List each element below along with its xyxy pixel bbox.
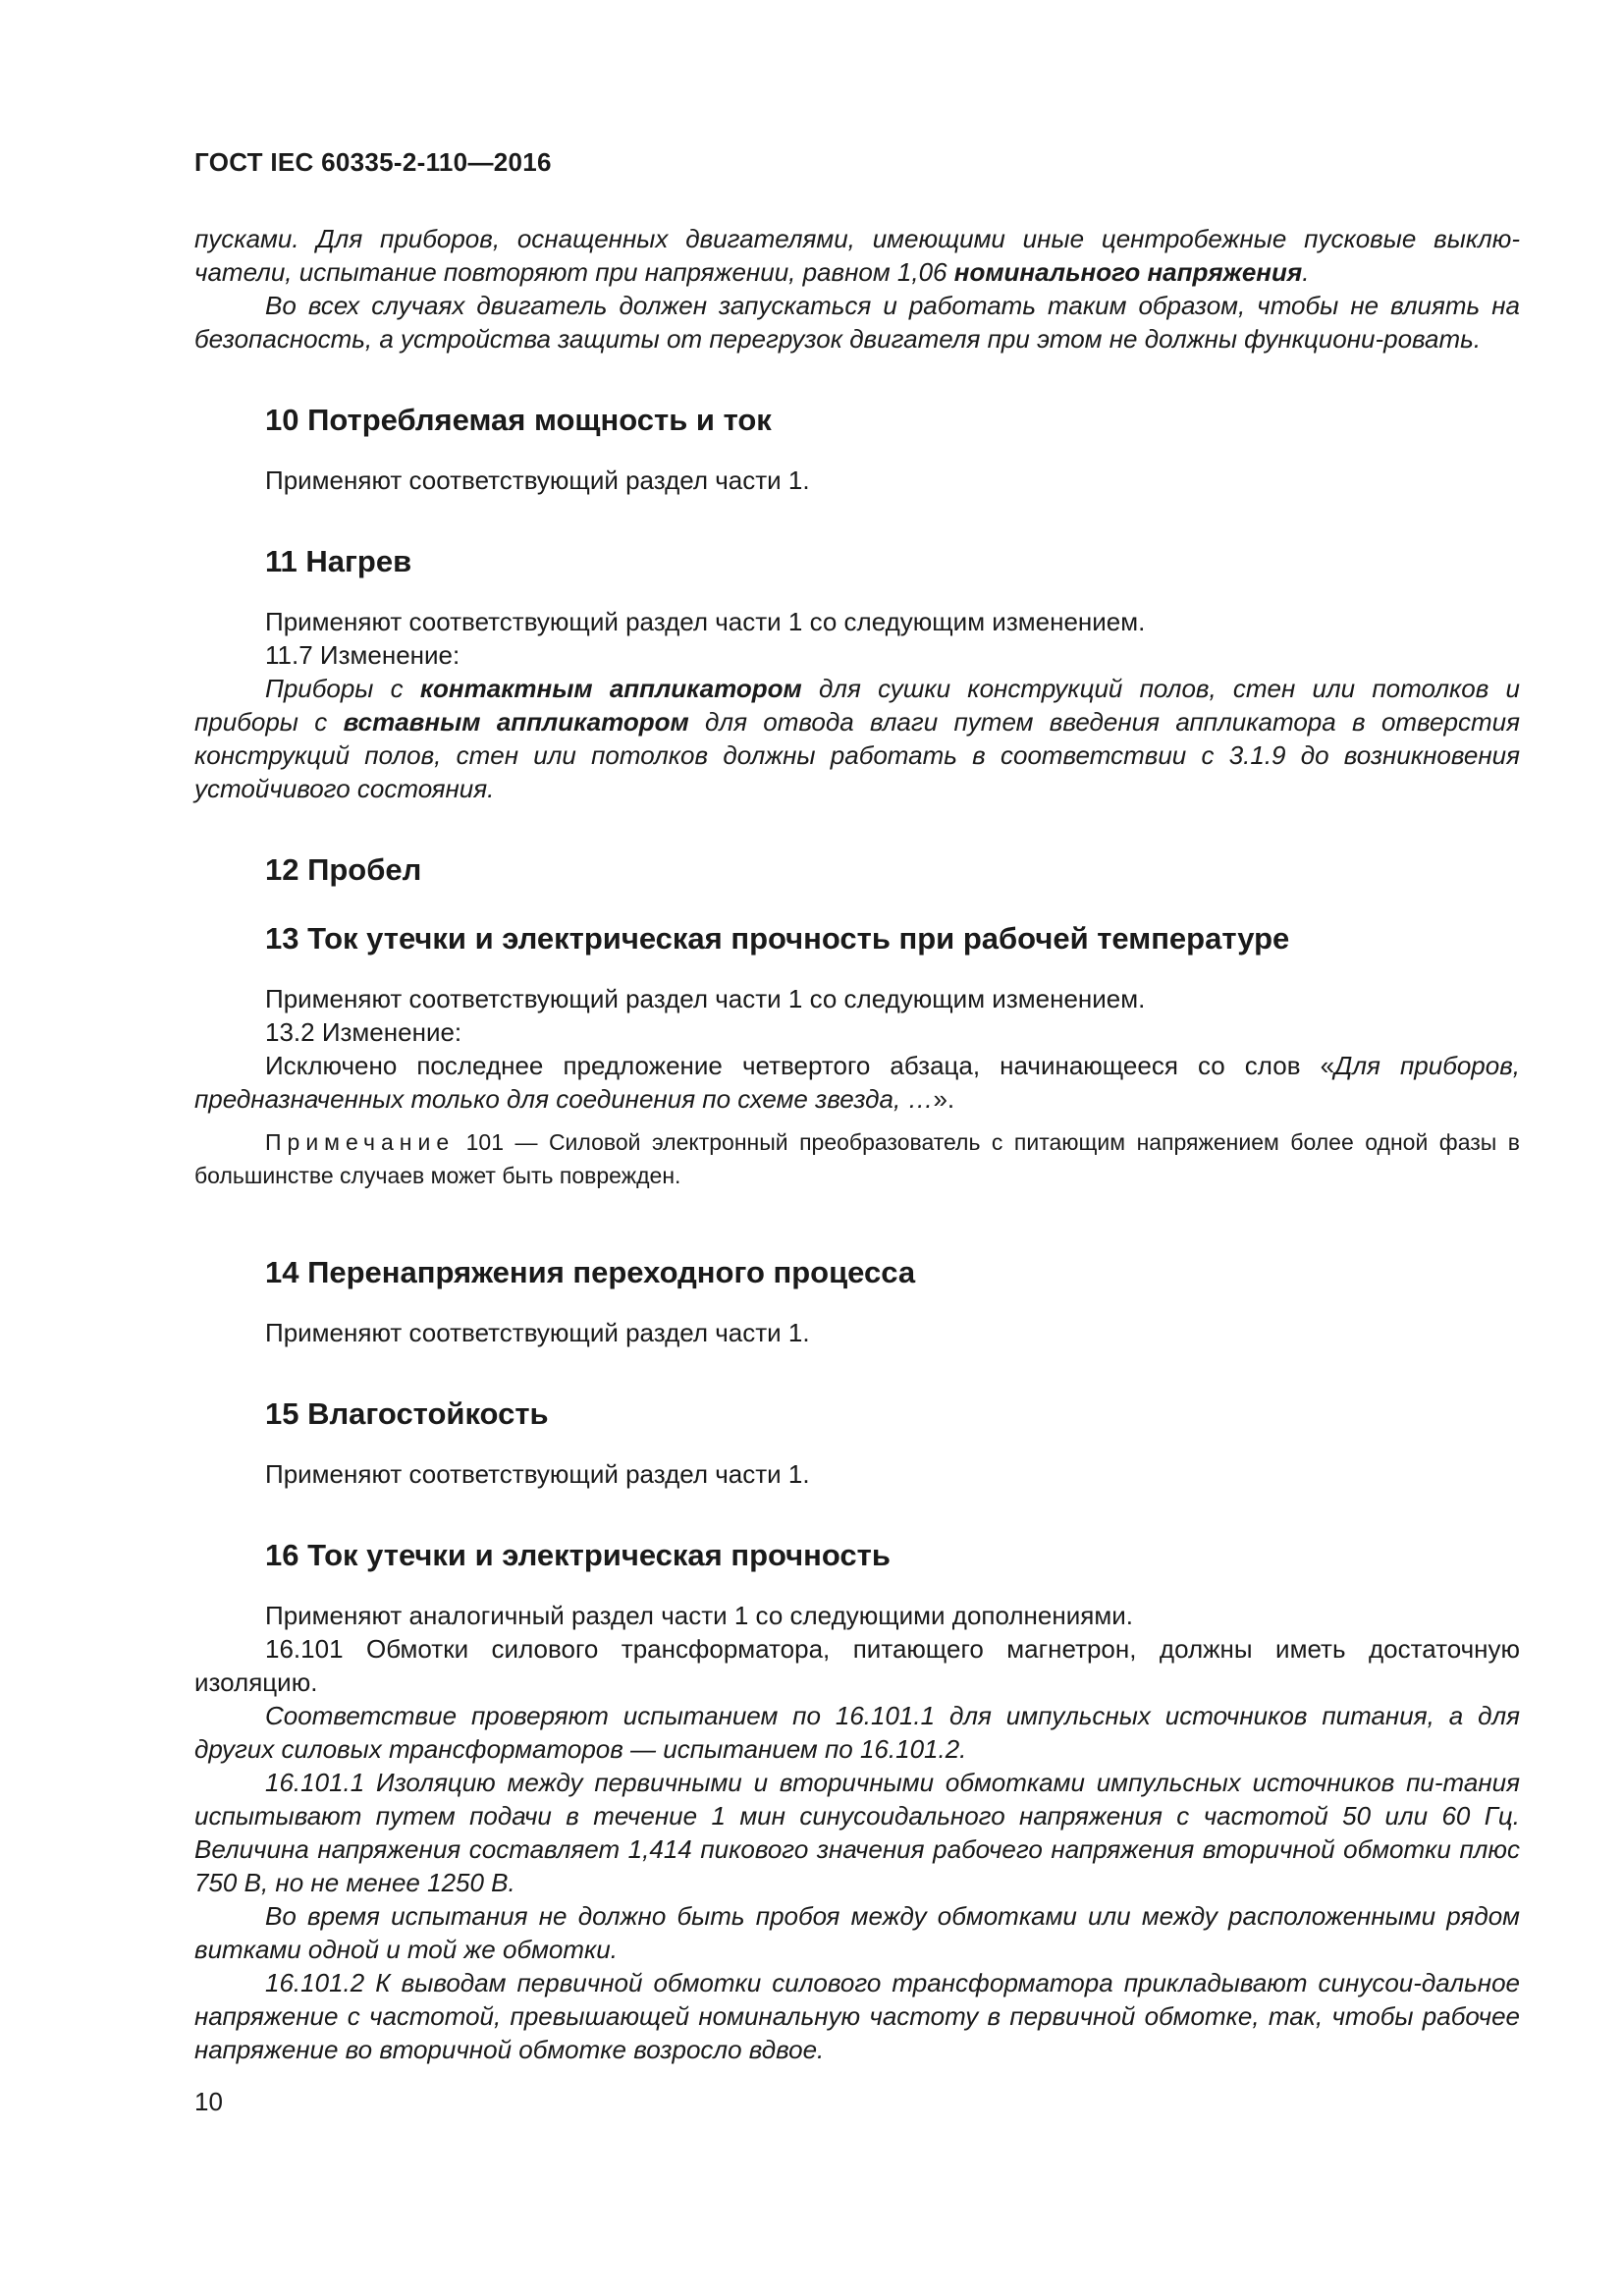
section-16-title: 16 Ток утечки и электрическая прочность xyxy=(265,1538,891,1572)
intro-paragraph-1 xyxy=(194,222,1520,289)
term-contact-applicator: контактным аппликатором xyxy=(419,674,802,703)
intro-text-end: . xyxy=(1302,257,1310,287)
section-14-title: 14 Перенапряжения переходного процесса xyxy=(265,1255,916,1289)
section-11-subclause: 11.7 Изменение: xyxy=(265,640,460,670)
term-rated-voltage: номинального напряжения xyxy=(953,257,1303,287)
section-15-text: Применяют соответствующий раздел части 1. xyxy=(265,1459,810,1489)
change-text: Приборы с xyxy=(265,674,420,703)
section-16-text: Применяют аналогичный раздел части 1 со следующими дополнениями. xyxy=(265,1601,1133,1630)
section-16-no-breakdown: Во время испытания не должно быть пробоя между обмотками или между расположенными рядом витками одной и той же обмотки. xyxy=(194,1901,1520,1964)
note-text: 101 — Силовой электронный преобразователь с питающим напряжением более одной фазы в большинстве случаев может быть поврежден. xyxy=(194,1129,1520,1188)
section-14-text: Применяют соответствующий раздел части 1. xyxy=(265,1318,810,1347)
section-16-101-2: 16.101.2 К выводам первичной обмотки силового трансформатора прикладывают синусои-дальное напряжение с частотой, превышающей номинальную частоту в первичной обмотке, так, чтобы рабочее напряжение во вторичной обмотке возросло вдвое. xyxy=(194,1968,1520,2064)
section-13-subclause: 13.2 Изменение: xyxy=(265,1017,462,1047)
page-number: 10 xyxy=(194,2087,223,2116)
change-text: для отвода влаги путем введения аппликатора в отверстия конструкций полов, стен или потолков должны работать в соответствии с 3.1.9 до возникновения устойчивого состояния. xyxy=(194,707,1520,803)
section-11-text: Применяют соответствующий раздел части 1 со следующим изменением. xyxy=(265,607,1146,636)
change-text: Исключено последнее предложение четвертого абзаца, начинающееся со слов « xyxy=(265,1051,1335,1080)
section-16-101-1: 16.101.1 Изоляцию между первичными и вторичными обмотками импульсных источников пи-тания испытывают путем подачи в течение 1 мин синусоидального напряжения с частотой 50 или 60 Гц. Величина напряжения составляет 1,414 пикового значения рабочего напряжения вторичной обмотки плюс 750 В, но не менее 1250 В. xyxy=(194,1768,1520,1897)
change-text-end: ». xyxy=(933,1084,955,1114)
section-13-text: Применяют соответствующий раздел части 1 со следующим изменением. xyxy=(265,984,1146,1013)
section-15-title: 15 Влагостойкость xyxy=(265,1396,549,1431)
section-10-text: Применяют соответствующий раздел части 1. xyxy=(265,465,810,495)
intro-paragraph-2: Во всех случаях двигатель должен запускаться и работать таким образом, чтобы не влиять на безопасность, а устройства защиты от перегрузок двигателя при этом не должны функциони-ровать. xyxy=(194,291,1520,354)
document-body xyxy=(194,222,1520,2066)
section-13-change xyxy=(194,1049,1520,1116)
section-16-compliance: Соответствие проверяют испытанием по 16.101.1 для импульсных источников питания, а для других силовых трансформаторов — испытанием по 16.101.2. xyxy=(194,1701,1520,1764)
section-11-title: 11 Нагрев xyxy=(265,544,412,578)
term-insert-applicator: вставным аппликатором xyxy=(343,707,689,737)
section-13-note xyxy=(194,1125,1520,1192)
document-header: ГОСТ IEC 60335-2-110—2016 xyxy=(194,147,552,177)
section-16-101: 16.101 Обмотки силового трансформатора, питающего магнетрон, должны иметь достаточную изоляцию. xyxy=(194,1634,1520,1697)
intro-text: пусками. Для приборов, оснащенных двигателями, имеющими иные центробежные пусковые выклю-чатели, испытание повторяют при напряжении, равном 1,06 xyxy=(194,224,1520,287)
change-text: для сушки конструкций полов, стен или потолков и приборы с xyxy=(194,674,1520,737)
section-11-change xyxy=(194,672,1520,805)
section-12-title: 12 Пробел xyxy=(265,852,422,887)
quoted-text: Для приборов, предназначенных только для соединения по схеме звезда, … xyxy=(194,1051,1520,1114)
section-10-title: 10 Потребляемая мощность и ток xyxy=(265,403,772,437)
note-label: Примечание xyxy=(265,1129,456,1155)
section-13-title: 13 Ток утечки и электрическая прочность при рабочей температуре xyxy=(265,921,1290,956)
